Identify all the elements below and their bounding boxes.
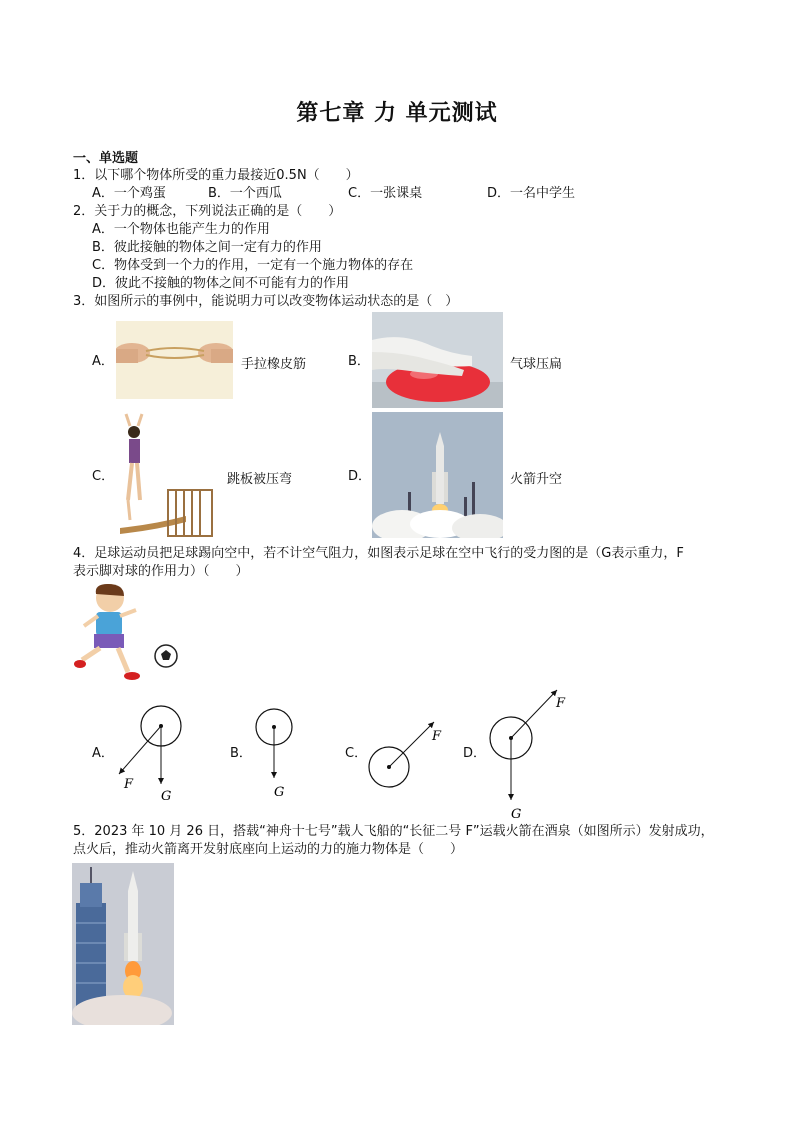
diagram-d <box>490 690 566 822</box>
q2-stem: 2．关于力的概念，下列说法正确的是（ ） <box>73 204 342 219</box>
q3-letter-d: D． <box>348 469 372 484</box>
q3-caption-b: 气球压扁 <box>510 357 563 372</box>
label-f-d: F <box>556 696 566 711</box>
q2-option-a: A．一个物体也能产生力的作用 <box>92 222 270 237</box>
label-g-a: G <box>161 789 172 804</box>
q3-letter-b: B． <box>348 354 370 369</box>
label-f-a: F <box>124 777 134 792</box>
q4-letter-a: A． <box>92 746 114 761</box>
q3-letter-a: A． <box>92 354 114 369</box>
q3-letter-c: C． <box>92 469 115 484</box>
q1-stem: 1．以下哪个物体所受的重力最接近0.5N（ ） <box>73 168 359 183</box>
diagram-c <box>369 722 442 787</box>
q4-letter-d: D． <box>463 746 487 761</box>
diagram-b <box>256 709 292 800</box>
q5-stem-line1: 5．2023 年 10 月 26 日，搭载“神舟十七号”载人飞船的“长征二号 F”运载火箭在酒泉（如图所示）发射成功， <box>73 824 714 839</box>
q1-option-b: B．一个西瓜 <box>208 186 282 201</box>
q1-option-d: D．一名中学生 <box>487 186 576 201</box>
q2-option-b: B．彼此接触的物体之间一定有力的作用 <box>92 240 322 255</box>
page-title: 第七章 力 单元测试 <box>296 100 498 126</box>
q3-caption-d: 火箭升空 <box>510 472 563 487</box>
q4-stem-line1: 4．足球运动员把足球踢向空中，若不计空气阻力，如图表示足球在空中飞行的受力图的是（G表示重力，F <box>73 546 684 561</box>
q2-option-d: D．彼此不接触的物体之间不可能有力的作用 <box>92 276 350 291</box>
q3-caption-a: 手拉橡皮筋 <box>241 357 307 372</box>
q5-stem-line2: 点火后，推动火箭离开发射底座向上运动的力的施力物体是（ ） <box>73 842 464 857</box>
q4-letter-c: C． <box>345 746 368 761</box>
label-f-c: F <box>432 729 442 744</box>
label-g-b: G <box>274 785 285 800</box>
launch-site-photo <box>72 863 174 1025</box>
q2-option-c: C．物体受到一个力的作用，一定有一个施力物体的存在 <box>92 258 414 273</box>
q1-option-a: A．一个鸡蛋 <box>92 186 166 201</box>
q3-stem: 3．如图所示的事例中，能说明力可以改变物体运动状态的是（ ） <box>73 294 459 309</box>
q4-letter-b: B． <box>230 746 252 761</box>
q4-stem-line2: 表示脚对球的作用力）（ ） <box>73 564 249 579</box>
q1-option-c: C．一张课桌 <box>348 186 423 201</box>
launch-site-illustration <box>72 863 174 1025</box>
section-heading: 一、单选题 <box>73 151 139 166</box>
diagram-a <box>119 706 181 804</box>
q3-caption-c: 跳板被压弯 <box>227 472 293 487</box>
label-g-d: G <box>511 807 522 822</box>
